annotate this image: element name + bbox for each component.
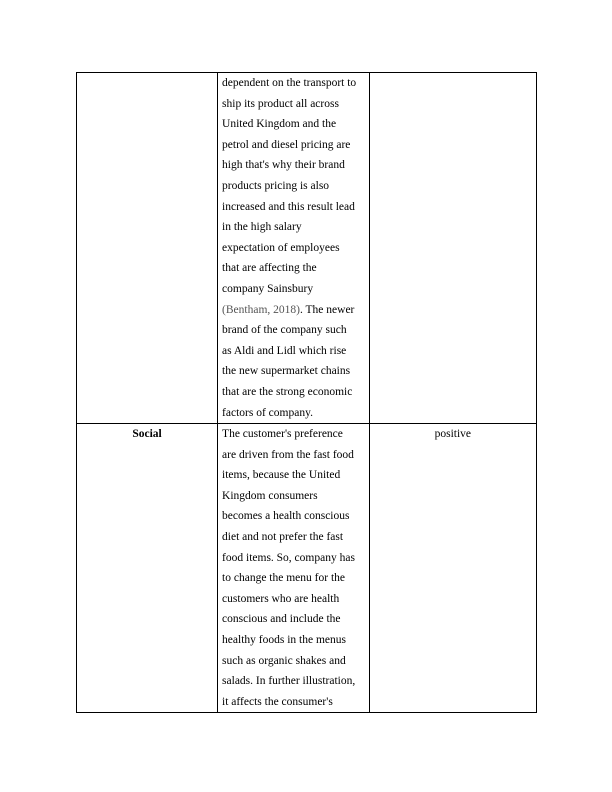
description-line: United Kingdom and the bbox=[222, 118, 337, 131]
description-line: conscious and include the bbox=[222, 613, 341, 626]
impact-label: positive bbox=[434, 428, 472, 441]
description-line: factors of company. bbox=[222, 406, 313, 419]
description-line: company Sainsbury bbox=[222, 282, 314, 295]
description-line: that are the strong economic bbox=[222, 385, 353, 398]
description-line: customers who are health bbox=[222, 592, 340, 605]
description-line: food items. So, company has bbox=[222, 551, 355, 564]
impact-cell bbox=[369, 424, 536, 713]
citation: (Bentham, 2018) bbox=[222, 303, 300, 316]
description-line: in the high salary bbox=[222, 221, 302, 234]
impact-cell bbox=[369, 73, 536, 424]
description-line: increased and this result lead bbox=[222, 200, 355, 213]
description-line: products pricing is also bbox=[222, 179, 330, 192]
description-line-with-citation bbox=[222, 300, 365, 321]
description-line: salads. In further illustration, bbox=[222, 675, 356, 688]
description-line: brand of the company such bbox=[222, 324, 347, 337]
description-line: to change the menu for the bbox=[222, 572, 345, 585]
description-line: items, because the United bbox=[222, 469, 341, 482]
description-line: healthy foods in the menus bbox=[222, 634, 346, 647]
factor-cell bbox=[77, 73, 218, 424]
description-line: diet and not prefer the fast bbox=[222, 531, 344, 544]
table-row-economic-continued bbox=[77, 73, 537, 424]
description-line: dependent on the transport to bbox=[222, 77, 357, 89]
factor-cell bbox=[77, 424, 218, 713]
description-line: becomes a health conscious bbox=[222, 510, 350, 523]
description-line: Kingdom consumers bbox=[222, 489, 318, 502]
description-line: The customer's preference bbox=[222, 428, 343, 441]
table-row-social bbox=[77, 424, 537, 713]
pest-analysis-table bbox=[76, 72, 537, 713]
description-line: are driven from the fast food bbox=[222, 448, 354, 461]
description-line: petrol and diesel pricing are bbox=[222, 138, 351, 151]
description-line: it affects the consumer's bbox=[222, 695, 333, 708]
description-line: such as organic shakes and bbox=[222, 654, 346, 667]
description-cell bbox=[218, 424, 370, 713]
description-cell bbox=[218, 73, 370, 424]
description-line: high that's why their brand bbox=[222, 159, 345, 172]
description-line: expectation of employees bbox=[222, 241, 340, 254]
citation-trailing-text: . The newer bbox=[299, 303, 355, 316]
description-line: ship its product all across bbox=[222, 97, 339, 110]
description-line: as Aldi and Lidl which rise bbox=[222, 344, 347, 357]
description-line: that are affecting the bbox=[222, 262, 317, 275]
factor-label: Social bbox=[132, 428, 162, 441]
description-line: the new supermarket chains bbox=[222, 365, 351, 378]
